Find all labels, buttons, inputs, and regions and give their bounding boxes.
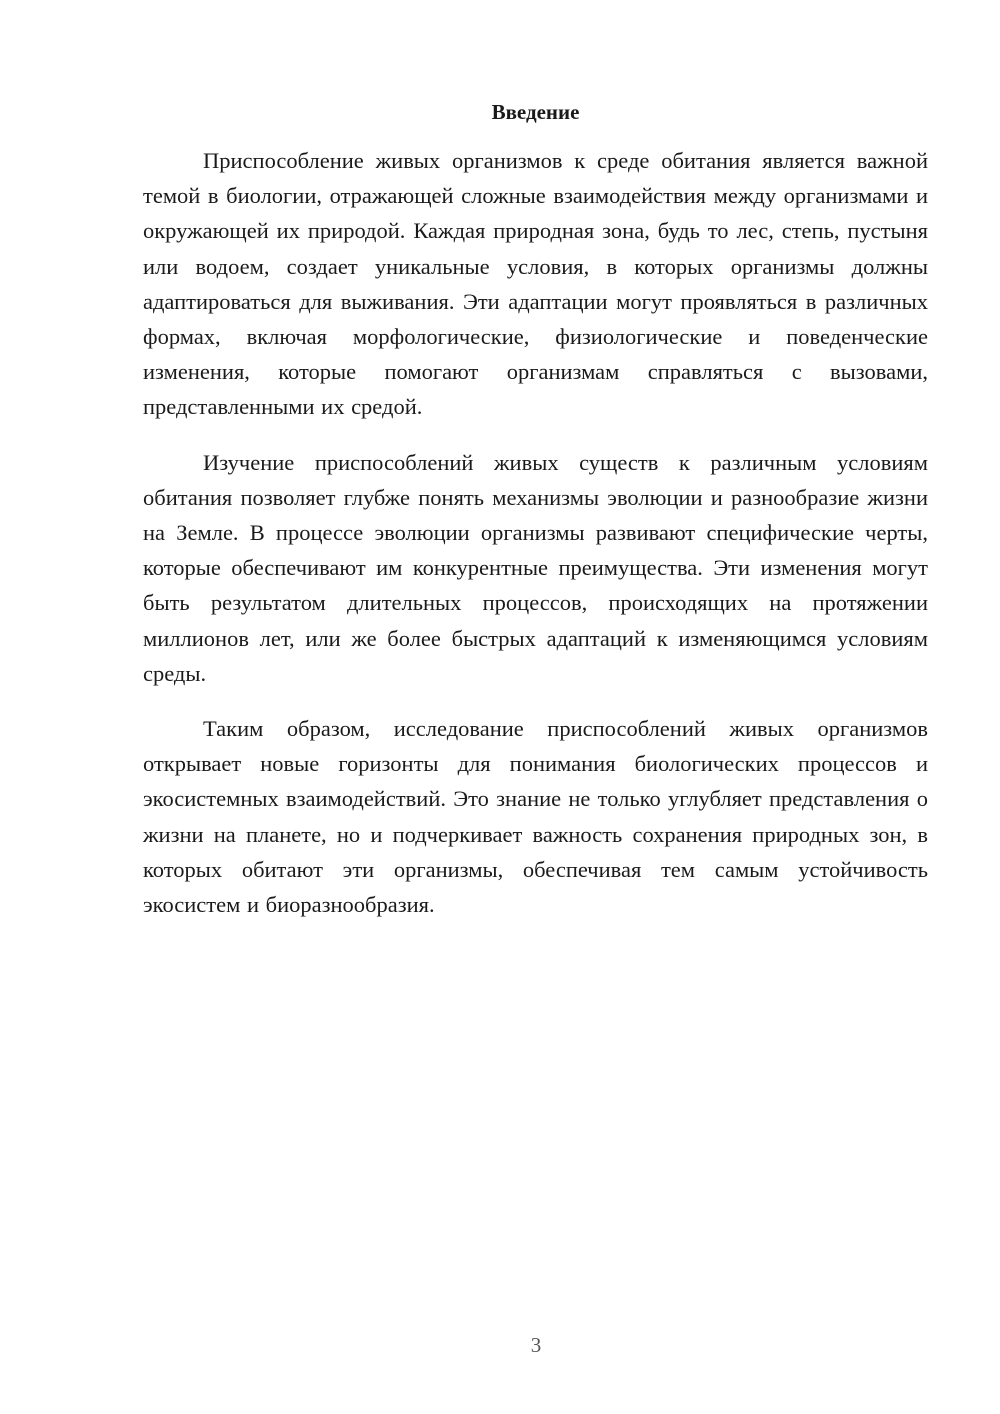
- paragraph-1: Приспособление живых организмов к среде обитания является важной темой в биологии, отражающей сложные взаимодействия между организмами и окружающей их природой. Каждая природная зона, будь то лес, степь, пустыня или водоем, создает уникальные условия, в которых организмы должны адаптироваться для выживания. Эти адаптации могут проявляться в различных формах, включая морфологические, физиологические и поведенческие изменения, которые помогают организмам справляться с вызовами, представленными их средой.: [143, 148, 928, 420]
- section-title: Введение: [491, 100, 580, 124]
- document-body: [143, 143, 928, 942]
- paragraph-3: Таким образом, исследование приспособлений живых организмов открывает новые горизонты для понимания биологических процессов и экосистемных взаимодействий. Это знание не только углубляет представления о жизни на планете, но и подчеркивает важность сохранения природных зон, в которых обитают эти организмы, обеспечивая тем самым устойчивость экосистем и биоразнообразия.: [143, 716, 928, 918]
- paragraph-2: Изучение приспособлений живых существ к различным условиям обитания позволяет глубже понять механизмы эволюции и разнообразие жизни на Земле. В процессе эволюции организмы развивают специфические черты, которые обеспечивают им конкурентные преимущества. Эти изменения могут быть результатом длительных процессов, происходящих на протяжении миллионов лет, или же более быстрых адаптаций к изменяющимся условиям среды.: [143, 449, 928, 686]
- page-number: 3: [530, 1333, 542, 1357]
